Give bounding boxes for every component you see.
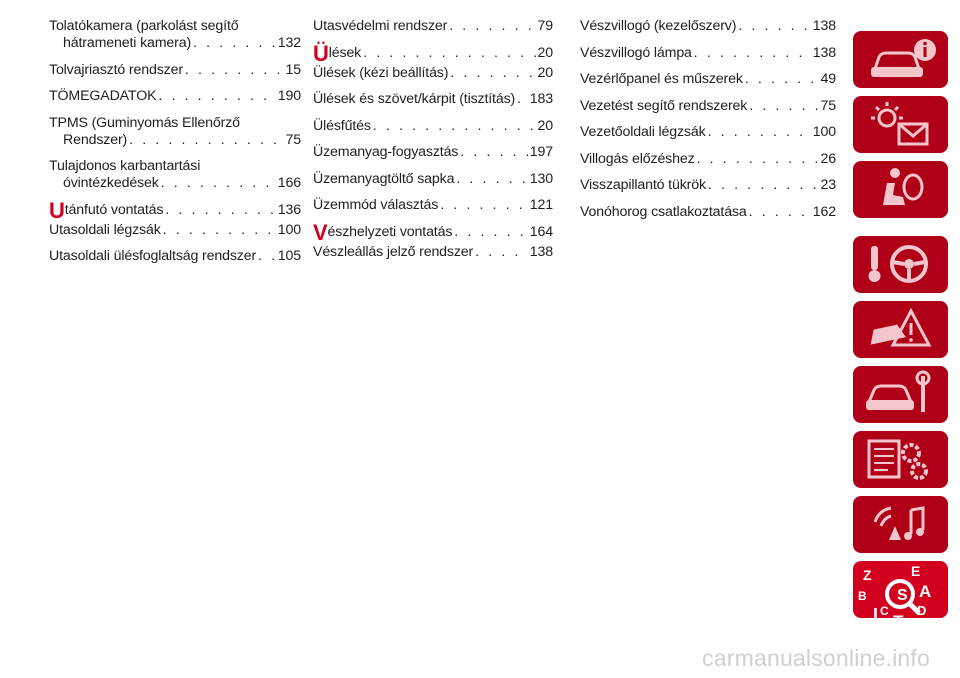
tab-data-gears[interactable] (853, 431, 948, 488)
index-entry[interactable] (313, 219, 553, 245)
section-letter: U (49, 197, 65, 223)
index-entry[interactable] (580, 204, 836, 221)
page-number: 26 (820, 150, 836, 167)
key-steering-wheel-icon (853, 236, 948, 293)
index-entry[interactable] (49, 18, 301, 52)
page-number: 105 (277, 248, 301, 264)
index-entry[interactable] (313, 197, 553, 214)
page-number: 166 (277, 175, 301, 191)
entry-text: tánfutó vontatás (64, 201, 164, 218)
entry-line (49, 35, 301, 52)
entry-text: Üzemmód választás (313, 197, 439, 213)
page-number: 15 (285, 61, 301, 78)
dot-leader (158, 88, 275, 105)
index-entry[interactable] (313, 40, 553, 66)
tab-lights-mail[interactable] (853, 96, 948, 153)
page-number: 20 (537, 117, 553, 134)
index-entry[interactable] (49, 197, 301, 223)
entry-text: óvintézkedések (63, 175, 159, 191)
index-letter: E (911, 563, 921, 579)
index-entry[interactable] (313, 171, 553, 188)
page-number: 49 (820, 71, 836, 87)
index-letter: A (919, 582, 932, 601)
page-number: 190 (277, 88, 301, 104)
index-entry[interactable] (313, 118, 553, 135)
page-number: 130 (529, 170, 553, 187)
car-wrench-icon (853, 366, 948, 423)
entry-text: Utasvédelmi rendszer (313, 18, 448, 34)
entry-text: TPMS (Guminyomás Ellenőrző (49, 114, 240, 131)
dot-leader (373, 118, 536, 135)
entry-text: Vonóhorog csatlakoztatása (580, 203, 747, 220)
entry-text: hátrameneti kamera) (63, 35, 192, 51)
dot-leader (475, 244, 528, 261)
entry-text: Vezetőoldali légzsák (580, 124, 706, 140)
dot-leader (697, 151, 819, 168)
index-entry[interactable] (580, 18, 836, 35)
entry-line (49, 18, 301, 35)
dot-leader (708, 177, 819, 194)
car-warning-icon (853, 301, 948, 358)
page-number: 132 (277, 35, 301, 51)
entry-text: TÖMEGADATOK (49, 88, 157, 104)
car-info-icon (853, 31, 948, 88)
entry-text: Utasoldali ülésfoglaltság rendszer (49, 248, 257, 264)
page-number: 20 (537, 64, 553, 81)
media-music-icon (853, 496, 948, 553)
entry-text: észhelyzeti vontatás (327, 223, 453, 240)
entry-text: Üzemanyagtöltő sapka (313, 170, 455, 187)
dot-leader (708, 124, 811, 141)
page-number: 164 (529, 223, 553, 240)
index-column-1 (49, 18, 301, 275)
entry-line (49, 115, 301, 132)
entry-text: Üzemanyag-fogyasztás (313, 144, 459, 160)
page-number: 138 (812, 18, 836, 34)
lights-mail-icon (853, 96, 948, 153)
entry-line (49, 175, 301, 192)
dot-leader (738, 18, 810, 35)
dot-leader (460, 144, 528, 161)
page-number: 121 (529, 197, 553, 213)
dot-leader (258, 248, 276, 265)
entry-line (49, 132, 301, 149)
index-letter: D (917, 603, 927, 618)
index-column-2 (313, 18, 553, 270)
entry-text: Vészvillogó (kezelőszerv) (580, 18, 737, 34)
dot-leader (749, 204, 811, 221)
dot-leader (185, 62, 284, 79)
dot-leader (440, 197, 528, 214)
entry-text: Tulajdonos karbantartási (49, 158, 201, 174)
dot-leader (450, 65, 535, 82)
page-number: 197 (529, 144, 553, 160)
entry-text: Vezérlőpanel és műszerek (580, 71, 743, 87)
index-entry[interactable] (580, 45, 836, 62)
index-entry[interactable] (49, 88, 301, 105)
tab-car-warning[interactable] (853, 301, 948, 358)
index-entry[interactable] (580, 151, 836, 168)
entry-text: Vészleállás jelző rendszer (313, 243, 474, 260)
index-entry[interactable] (49, 158, 301, 192)
entry-text: Rendszer) (63, 131, 128, 148)
dot-leader (749, 98, 818, 115)
page-number: 75 (285, 131, 301, 148)
entry-text: Ülések és szövet/kárpit (tisztítás) (313, 91, 516, 107)
dot-leader (456, 171, 527, 188)
dot-leader (165, 202, 275, 219)
index-entry[interactable] (313, 91, 553, 108)
index-letter: C (880, 604, 889, 618)
page-number: 79 (537, 18, 553, 34)
seat-airbag-icon (853, 161, 948, 218)
index-entry[interactable] (49, 248, 301, 265)
data-gears-icon (853, 431, 948, 488)
dot-leader (163, 222, 276, 239)
page-number: 162 (812, 203, 836, 220)
dot-leader (745, 71, 819, 88)
dot-leader (694, 45, 811, 62)
dot-leader (363, 45, 535, 62)
entry-text: Villogás előzéshez (580, 150, 695, 167)
index-entry[interactable] (580, 177, 836, 194)
index-entry[interactable] (49, 62, 301, 79)
tab-media-music[interactable] (853, 496, 948, 553)
dot-leader (161, 175, 276, 192)
entry-line (49, 158, 301, 175)
index-entry[interactable] (580, 98, 836, 115)
tab-car-info[interactable] (853, 31, 948, 88)
entry-text: Tolvajriasztó rendszer (49, 61, 183, 78)
dot-leader (449, 18, 535, 35)
entry-text: Ülések (kézi beállítás) (313, 64, 449, 81)
entry-text: Vezetést segítő rendszerek (580, 97, 748, 114)
index-entry[interactable] (313, 65, 553, 82)
index-column-3 (580, 18, 836, 230)
entry-text: lések (328, 44, 362, 61)
index-entry[interactable] (313, 18, 553, 35)
entry-text: Tolatókamera (parkolást segítő (49, 18, 239, 34)
index-entry[interactable] (580, 124, 836, 141)
entry-text: Visszapillantó tükrök (580, 177, 706, 193)
page-number: 136 (277, 201, 301, 218)
page-number: 20 (537, 44, 553, 61)
tab-index[interactable] (853, 561, 948, 628)
index-entry[interactable] (313, 144, 553, 161)
page-number: 138 (812, 44, 836, 61)
tab-car-wrench[interactable] (853, 366, 948, 423)
index-letter: I (873, 605, 879, 625)
tab-seat-airbag[interactable] (853, 161, 948, 218)
watermark: carmanualsonline.info (702, 645, 930, 671)
index-letter: Z (863, 567, 872, 583)
index-entry[interactable] (580, 71, 836, 88)
entry-text: Ülésfűtés (313, 117, 371, 134)
dot-leader (454, 224, 527, 241)
dot-leader (193, 35, 276, 52)
index-letter: B (858, 589, 867, 603)
page-number: 75 (820, 97, 836, 114)
dot-leader (129, 132, 283, 149)
index-letter: T (893, 612, 904, 628)
section-letter: Ü (313, 40, 329, 66)
page-number: 183 (529, 91, 553, 107)
entry-text: Utasoldali légzsák (49, 221, 161, 238)
dot-leader (517, 91, 528, 108)
index-entry[interactable] (49, 222, 301, 239)
page-number: 138 (529, 243, 553, 260)
section-letter: V (313, 219, 328, 245)
page-number: 100 (812, 124, 836, 140)
index-entry[interactable] (313, 244, 553, 261)
page-number: 100 (277, 221, 301, 238)
index-letters-icon (853, 561, 948, 628)
page-number: 23 (820, 177, 836, 193)
entry-text: Vészvillogó lámpa (580, 44, 692, 61)
tab-key-steering[interactable] (853, 236, 948, 293)
index-letter-s: S (897, 587, 908, 604)
index-entry[interactable] (49, 115, 301, 149)
